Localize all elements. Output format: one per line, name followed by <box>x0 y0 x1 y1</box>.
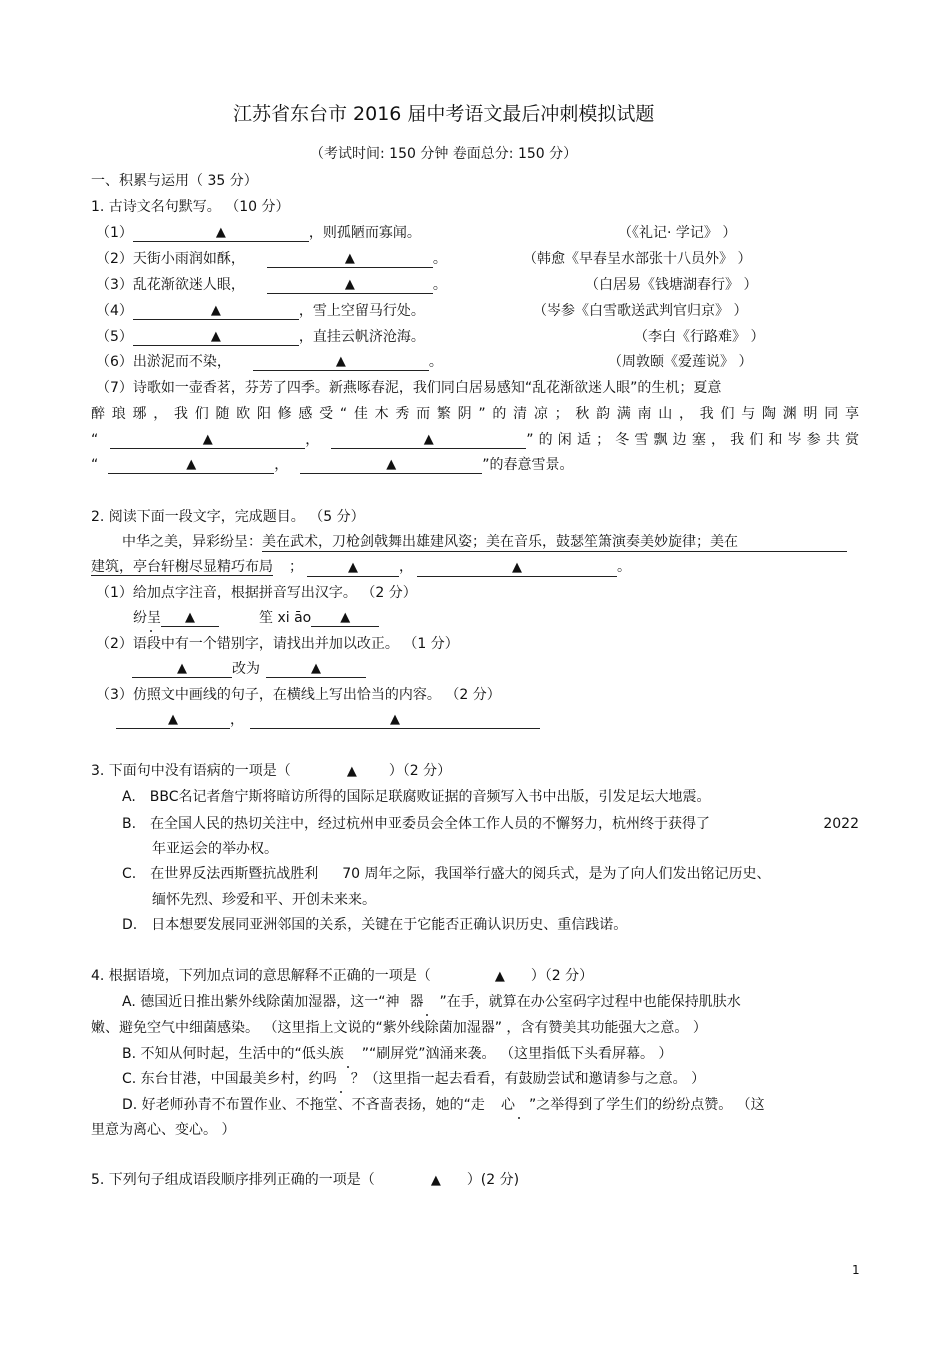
q4-option-d[interactable]: D. 好老师孙青不布置作业、不拖堂、不吝啬表扬，她的“走 心 ”之举得到了学生们的纷纷点赞。 （这 <box>122 1097 765 1113</box>
q4-option-c[interactable]: C. 东台甘港，中国最美乡村，约吗 ？（这里指一起去看看，有鼓励尝试和邀请参与之意。 ） <box>122 1071 706 1087</box>
answer-blank[interactable]: ▲ <box>108 456 274 474</box>
page-number: 1 <box>852 1263 860 1277</box>
exam-info: （考试时间: 150 分钟 卷面总分: 150 分） <box>310 146 578 162</box>
answer-blank[interactable]: ▲ <box>250 711 540 729</box>
q2-sub-3-answers: ▲ ， ▲ <box>116 711 540 729</box>
q1-item-2-source: （韩愈《早春呈水部张十八员外》 ） <box>523 251 752 267</box>
q3-option-a[interactable]: A. BBC名记者詹宁斯将暗访所得的国际足联腐败证据的音频写入书中出版，引发足坛大地震。 <box>122 789 711 805</box>
q3-option-b[interactable]: B. 在全国人民的热切关注中，经过杭州申亚委员会全体工作人员的不懈努力，杭州终于获得了 2022 <box>122 816 859 832</box>
answer-blank[interactable]: ▲ <box>116 711 230 729</box>
answer-blank[interactable]: ▲ <box>307 559 399 577</box>
answer-blank[interactable]: ▲ <box>417 559 617 577</box>
answer-blank[interactable]: ▲ <box>331 431 526 449</box>
answer-blank[interactable]: ▲ <box>253 353 429 371</box>
question-3-heading: 3. 下面句中没有语病的一项是（ ▲ ）（2 分） <box>91 763 452 779</box>
answer-blank[interactable]: ▲ <box>132 660 232 678</box>
answer-blank[interactable]: ▲ <box>133 224 309 242</box>
q4-option-b[interactable]: B. 不知从何时起，生活中的“低头族 ”“刷屏党”汹涌来袭。 （这里指低下头看屏幕。 ） <box>122 1046 673 1062</box>
q2-sub-2-answers: ▲ 改为 ▲ <box>132 660 366 678</box>
answer-blank[interactable]: ▲ <box>161 609 219 627</box>
answer-blank[interactable]: ▲ <box>110 431 305 449</box>
section-heading: 一、积累与运用（ 35 分） <box>91 173 258 189</box>
question-4-heading: 4. 根据语境，下列加点词的意思解释不正确的一项是（ ▲ ）（2 分） <box>91 968 594 984</box>
answer-blank[interactable]: ▲ <box>300 456 482 474</box>
q4-option-d-cont: 里意为离心、变心。 ） <box>91 1122 236 1138</box>
question-1-heading: 1. 古诗文名句默写。 （10 分） <box>91 199 290 215</box>
q1-item-7-line-4: “ ▲ ， ▲ ”的春意雪景。 <box>91 457 574 473</box>
answer-blank[interactable]: ▲ <box>267 276 433 294</box>
q1-item-7-line-2: 醉琅琊，我们随欧阳修感受“佳木秀而繁阴”的清凉；秋韵满南山，我们与陶渊明同享 <box>91 406 859 422</box>
q1-item-5: （5） ▲ ，直挂云帆济沧海。 <box>96 329 425 345</box>
q4-option-a-cont: 嫩、避免空气中细菌感染。 （这里指上文说的“紫外线除菌加湿器” ，含有赞美其功能强大之意。 ） <box>91 1020 707 1036</box>
q2-passage-line-1: 中华之美，异彩纷呈：美在武术，刀枪剑戟舞出雄建风姿；美在音乐，鼓瑟笙箫演奏美妙旋律；美在 <box>122 533 847 552</box>
answer-blank[interactable]: ▲ <box>267 250 433 268</box>
answer-blank[interactable]: ▲ <box>133 328 299 346</box>
q1-item-4: （4） ▲ ，雪上空留马行处。 <box>96 303 425 319</box>
q1-item-5-source: （李白《行路难》 ） <box>634 329 765 345</box>
answer-blank[interactable]: ▲ <box>266 660 366 678</box>
page-title: 江苏省东台市 2016 届中考语文最后冲刺模拟试题 <box>233 103 655 125</box>
q1-item-2: （2）天街小雨润如酥， ▲ 。 <box>96 251 447 267</box>
q1-item-1: （1） ▲ ，则孤陋而寡闻。 <box>96 225 421 241</box>
q1-item-6: （6）出淤泥而不染， ▲ 。 <box>96 354 443 370</box>
answer-blank[interactable]: ▲ <box>133 302 299 320</box>
q4-option-a[interactable]: A. 德国近日推出紫外线除菌加湿器，这一“神 器 ”在手，就算在办公室码字过程中也能保持肌肤水 <box>122 994 741 1010</box>
q3-option-b-cont: 年亚运会的举办权。 <box>152 841 278 857</box>
question-2-heading: 2. 阅读下面一段文字，完成题目。 （5 分） <box>91 509 365 525</box>
question-5-heading: 5. 下列句子组成语段顺序排列正确的一项是（ ▲ ）(2 分) <box>91 1172 520 1188</box>
q1-item-1-source: （《礼记· 学记》 ） <box>618 225 737 241</box>
q2-sub-3: （3）仿照文中画线的句子，在横线上写出恰当的内容。 （2 分） <box>96 687 501 703</box>
q2-sub-2: （2）语段中有一个错别字，请找出并加以改正。 （1 分） <box>96 636 459 652</box>
q3-option-c[interactable]: C. 在世界反法西斯暨抗战胜利 70 周年之际，我国举行盛大的阅兵式，是为了向人们发出铭记历史、 <box>122 866 771 882</box>
q2-passage-line-2: 建筑，亭台轩榭尽显精巧布局 ； ▲ ， ▲ 。 <box>91 559 631 575</box>
q3-option-c-cont: 缅怀先烈、珍爱和平、开创未来来。 <box>152 892 376 908</box>
q2-sub-1-answers: 纷呈 ▲ 笙 xi āo ▲ <box>133 609 379 627</box>
q1-item-6-source: （周敦颐《爱莲说》 ） <box>608 354 753 370</box>
q1-item-3-source: （白居易《钱塘湖春行》 ） <box>585 277 758 293</box>
q1-item-7-line-1: （7）诗歌如一壶香茗，芬芳了四季。新燕啄春泥，我们同白居易感知“乱花渐欲迷人眼”的生机；夏意 <box>96 380 722 396</box>
q3-option-d[interactable]: D. 日本想要发展同亚洲邻国的关系，关键在于它能否正确认识历史、重信践诺。 <box>122 917 628 933</box>
q1-item-7-line-3: “ ▲ ， ▲ ”的闲适；冬雪飘边塞，我们和岑参共赏 <box>91 432 859 448</box>
q2-sub-1: （1）给加点字注音，根据拼音写出汉字。 （2 分） <box>96 585 417 601</box>
q1-item-4-source: （岑参《白雪歌送武判官归京》 ） <box>533 303 748 319</box>
answer-blank[interactable]: ▲ <box>311 609 379 627</box>
q1-item-3: （3）乱花渐欲迷人眼， ▲ 。 <box>96 277 447 293</box>
